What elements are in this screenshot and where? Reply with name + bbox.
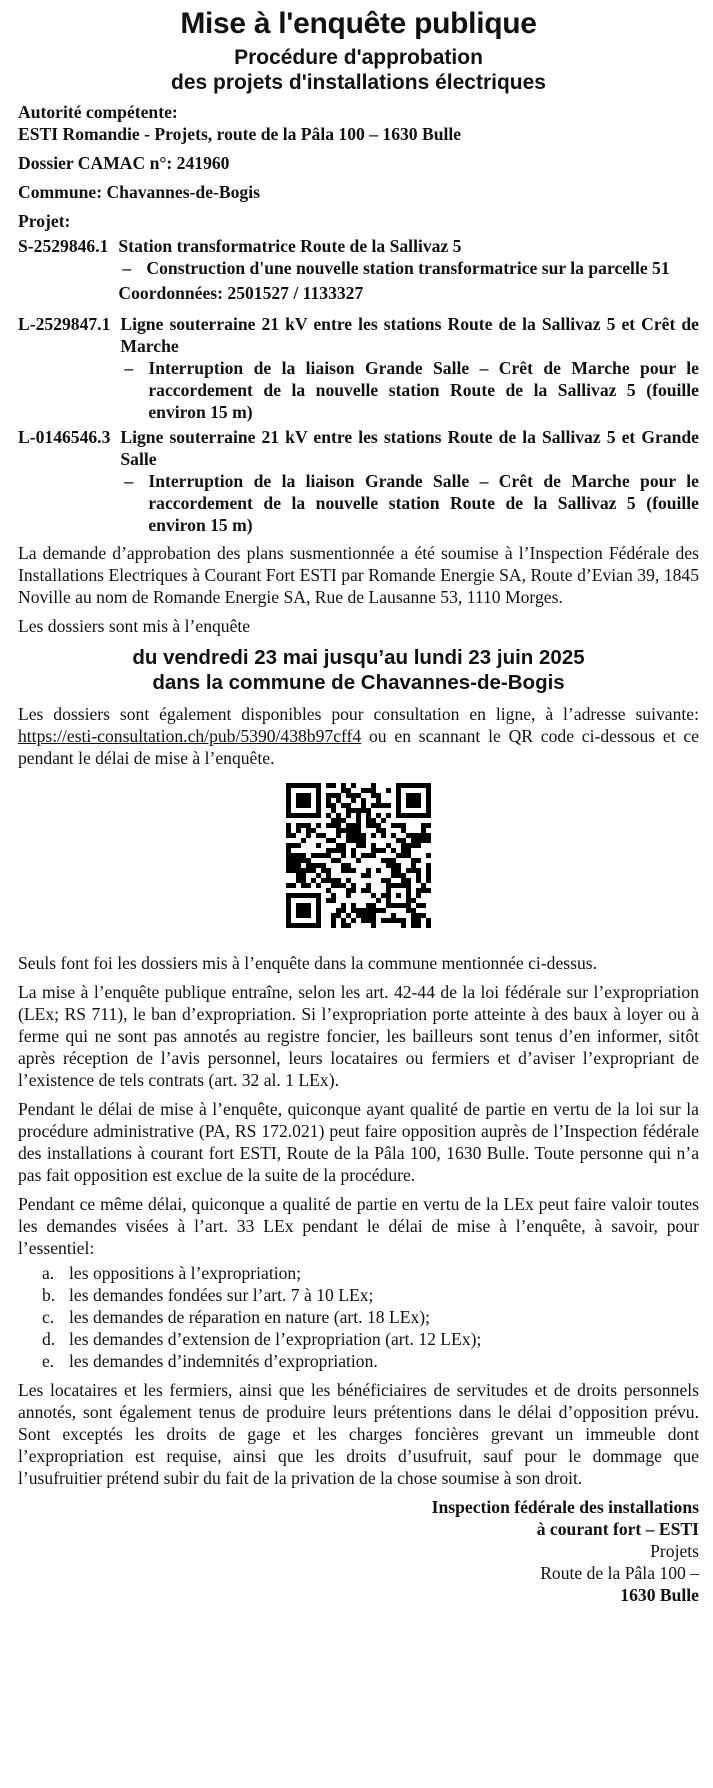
project-entry — [18, 235, 699, 310]
project-body — [120, 426, 699, 536]
dash-marker: – — [124, 471, 134, 491]
project-item-text: Interruption de la liaison Grande Salle – Crêt de Marche pour le raccordement de la nouvelle station Route de la Sallivaz 5 (fouille environ 15 m) — [148, 471, 699, 535]
projet-label: Projet: — [18, 211, 71, 231]
project-item — [118, 257, 699, 279]
online-text-before: Les dossiers sont également disponibles pour consultation en ligne, à l’adresse suivante: — [18, 704, 699, 724]
page-title: Mise à l'enquête publique — [180, 7, 537, 40]
project-body — [120, 313, 699, 423]
project-entry — [18, 426, 699, 536]
signature-address: Route de la Pâla 100 – — [540, 1563, 699, 1583]
foi-paragraph: Seuls font foi les dossiers mis à l’enquête dans la commune mentionnée ci-dessus. — [18, 953, 598, 973]
dossier-number: Dossier CAMAC n°: 241960 — [18, 153, 230, 173]
online-text-after: ou en scannant le QR code ci-dessous et ce pendant le délai de mise à l’enquête. — [18, 726, 699, 768]
online-paragraph — [18, 703, 699, 769]
commune: Commune: Chavannes-de-Bogis — [18, 182, 260, 202]
dates-line-1: du vendredi 23 mai jusqu’au lundi 23 juin 2025 — [132, 646, 585, 669]
page-subtitle — [18, 45, 699, 95]
project-code: L-0146546.3 — [18, 427, 111, 447]
project-entry — [18, 313, 699, 423]
enquete-dates — [18, 645, 699, 695]
enquete-intro: Les dossiers sont mis à l’enquête — [18, 616, 251, 636]
list-item-text: les oppositions à l’expropriation; — [69, 1263, 302, 1283]
list-letter: b. — [42, 1285, 56, 1305]
intro-paragraph: La demande d’approbation des plans susmentionnée a été soumise à l’Inspection Fédérale des Installations Electriques à Courant Fort ESTI par Romande Energie SA, Route d’Evian 39, 1845 Noville au nom de Romande Energie SA, Rue de Lausanne 53, 1110 Morges. — [18, 543, 699, 607]
project-title: Station transformatrice Route de la Sallivaz 5 — [118, 236, 462, 256]
project-code: L-2529847.1 — [18, 314, 111, 334]
demandes-list — [18, 1262, 699, 1372]
signature-line-2: à courant fort – ESTI — [536, 1519, 699, 1539]
subtitle-line-2: des projets d'installations électriques — [171, 71, 546, 94]
signature-block — [18, 1496, 699, 1606]
list-item-text: les demandes d’indemnités d’expropriation. — [69, 1351, 378, 1371]
list-item-text: les demandes d’extension de l’expropriation (art. 12 LEx); — [69, 1329, 482, 1349]
expropriation-paragraph: La mise à l’enquête publique entraîne, selon les art. 42-44 de la loi fédérale sur l’expropriation (LEx; RS 711), le ban d’expropriation. Si l’expropriation porte atteinte à des baux à loyer ou à ferme qui ne sont pas annotés au registre foncier, les bailleurs sont tenus d’en informer, sitôt après réception de l’avis personnel, leurs locataires ou fermiers et d’aviser l’expropriant de l’existence de tels contrats (art. 32 al. 1 LEx). — [18, 982, 699, 1090]
project-title: Ligne souterraine 21 kV entre les stations Route de la Sallivaz 5 et Crêt de Marche — [120, 314, 699, 356]
project-code: S-2529846.1 — [18, 236, 109, 256]
signature-line-3: Projets — [650, 1541, 699, 1561]
locataires-paragraph: Les locataires et les fermiers, ainsi que les bénéficiaires de servitudes et de droits personnels annotés, sont également tenus de produire leurs prétentions dans le délai d’opposition prévu. Sont exceptés les droits de gage et les charges foncières grevant un immeuble dont l’expropriation est requise, ainsi que les droits d’usufruit, sauf pour le dommage que l’usufruitier prétend subir du fait de la privation de la chose soumise à son droit. — [18, 1380, 699, 1488]
project-item — [120, 357, 699, 423]
signature-city: 1630 Bulle — [620, 1585, 699, 1605]
authority-block — [18, 101, 699, 145]
list-letter: a. — [42, 1263, 55, 1283]
project-item — [120, 470, 699, 536]
opposition-paragraph: Pendant le délai de mise à l’enquête, quiconque ayant qualité de partie en vertu de la loi sur la procédure administrative (PA, RS 172.021) peut faire opposition auprès de l’Inspection fédérale des installations à courant fort ESTI, Route de la Pâla 100, 1630 Bulle. Toute personne qui n’a pas fait opposition est exclue de la suite de la procédure. — [18, 1099, 699, 1185]
project-body — [118, 235, 699, 310]
dates-line-2: dans la commune de Chavannes-de-Bogis — [152, 671, 565, 694]
list-letter: e. — [42, 1351, 55, 1371]
list-item-text: les demandes de réparation en nature (art. 18 LEx); — [69, 1307, 431, 1327]
list-item — [42, 1328, 699, 1350]
list-item — [42, 1306, 699, 1328]
subtitle-line-1: Procédure d'approbation — [234, 46, 483, 69]
qr-code-container — [18, 783, 699, 928]
signature-line-1: Inspection fédérale des installations — [431, 1497, 699, 1517]
list-item — [42, 1284, 699, 1306]
project-title: Ligne souterraine 21 kV entre les stations Route de la Sallivaz 5 et Grande Salle — [120, 427, 699, 469]
list-item — [42, 1262, 699, 1284]
dash-marker: – — [124, 358, 134, 378]
signature-line-4 — [18, 1562, 699, 1606]
list-item — [42, 1350, 699, 1372]
dash-marker: – — [122, 258, 132, 278]
project-coordinates: Coordonnées: 2501527 / 1133327 — [118, 283, 364, 303]
demandes-intro-paragraph: Pendant ce même délai, quiconque a qualité de partie en vertu de la LEx peut faire valoir toutes les demandes visées à l’art. 33 LEx pendant le délai de mise à l’enquête, à savoir, pour l’essentiel: — [18, 1194, 699, 1258]
consultation-link[interactable]: https://esti-consultation.ch/pub/5390/438b97cff4 — [18, 726, 362, 746]
authority-label: Autorité compétente: — [18, 102, 178, 122]
list-item-text: les demandes fondées sur l’art. 7 à 10 LEx; — [69, 1285, 374, 1305]
list-letter: d. — [42, 1329, 56, 1349]
list-letter: c. — [42, 1307, 55, 1327]
project-item-text: Interruption de la liaison Grande Salle – Crêt de Marche pour le raccordement de la nouvelle station Route de la Sallivaz 5 (fouille environ 15 m) — [148, 358, 699, 422]
qr-code-icon[interactable] — [286, 783, 431, 928]
project-item-text: Construction d'une nouvelle station transformatrice sur la parcelle 51 — [146, 258, 670, 278]
authority-value: ESTI Romandie - Projets, route de la Pâla 100 – 1630 Bulle — [18, 124, 462, 144]
